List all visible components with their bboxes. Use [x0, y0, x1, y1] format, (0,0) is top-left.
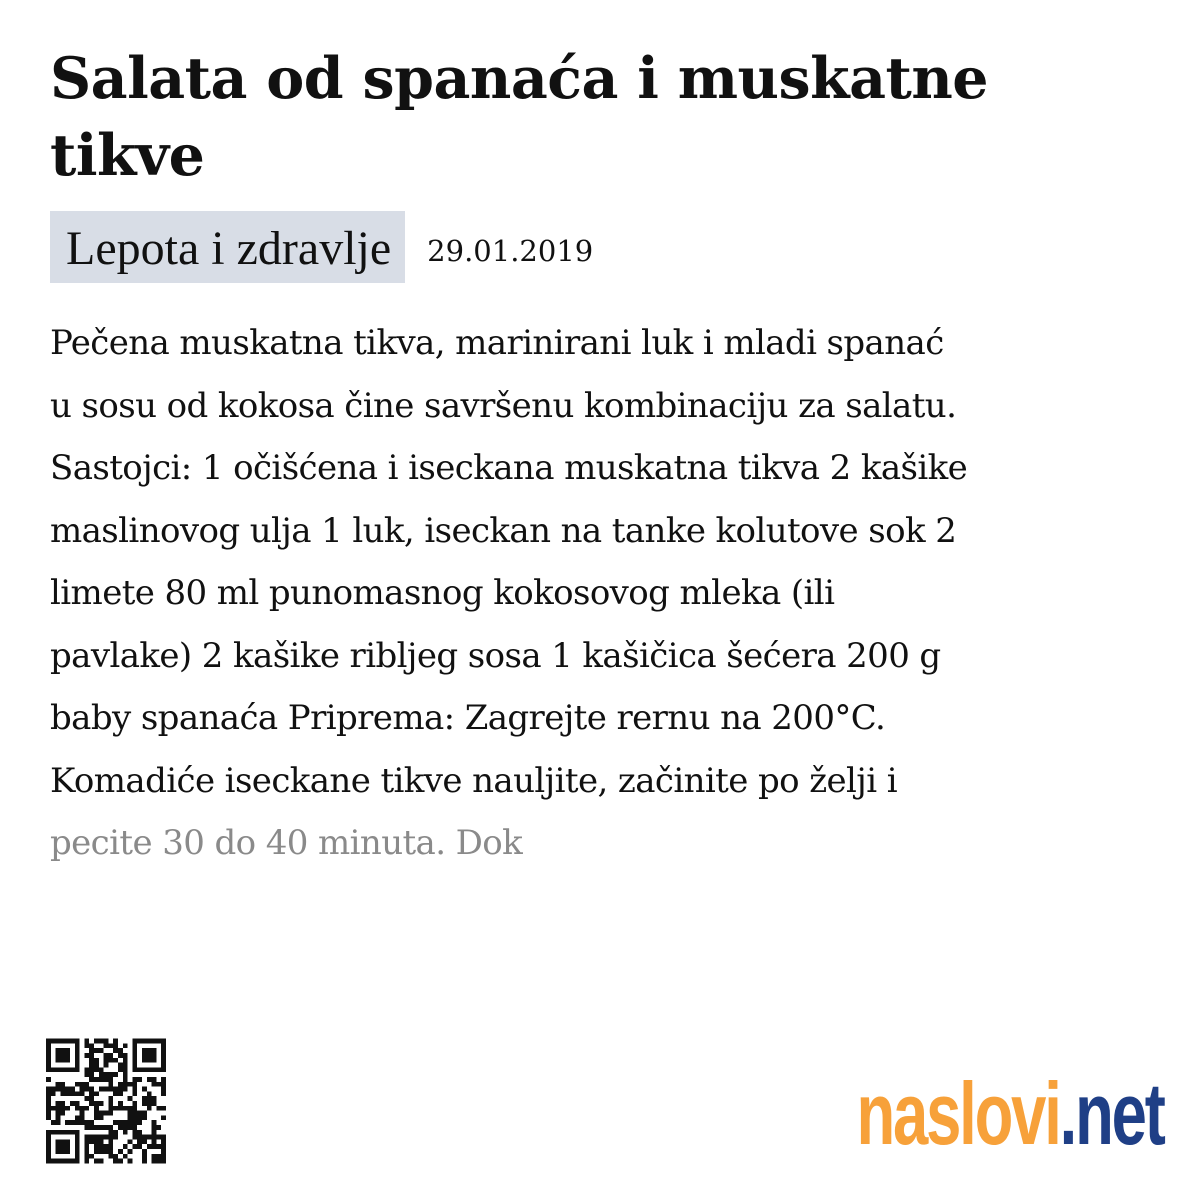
article-meta — [50, 211, 593, 283]
naslovi-logo[interactable] — [857, 1066, 1164, 1162]
article-line: u sosu od kokosa čine savršenu kombinaciju za salatu. — [50, 385, 957, 426]
article-line: Sastojci: 1 očišćena i iseckana muskatna tikva 2 kašike — [50, 448, 968, 488]
article-line: pavlake) 2 kašike ribljeg sosa 1 kašičica šećera 200 g — [50, 635, 941, 676]
article-line: limete 80 ml punomasnog kokosovog mleka (ili — [50, 573, 835, 613]
article-line-faded: pecite 30 do 40 minuta. Dok — [50, 823, 523, 863]
category-badge[interactable]: Lepota i zdravlje — [50, 211, 405, 283]
logo-text-naslovi: naslovi — [856, 1064, 1060, 1163]
article-line: maslinovog ulja 1 luk, iseckan na tanke kolutove sok 2 — [50, 510, 957, 551]
article-body — [50, 312, 1160, 875]
qr-code-icon — [46, 1038, 166, 1164]
logo-text-net: .net — [1059, 1064, 1164, 1163]
article-line: Komadiće iseckane tikve nauljite, začinite po želji i — [50, 760, 898, 801]
article-line: baby spanaća Priprema: Zagrejte rernu na 200°C. — [50, 698, 886, 738]
article-line: Pečena muskatna tikva, marinirani luk i mladi spanać — [50, 323, 944, 363]
publish-date: 29.01.2019 — [427, 234, 594, 268]
article-title: Salata od spanaća i muskatne tikve — [50, 45, 989, 189]
